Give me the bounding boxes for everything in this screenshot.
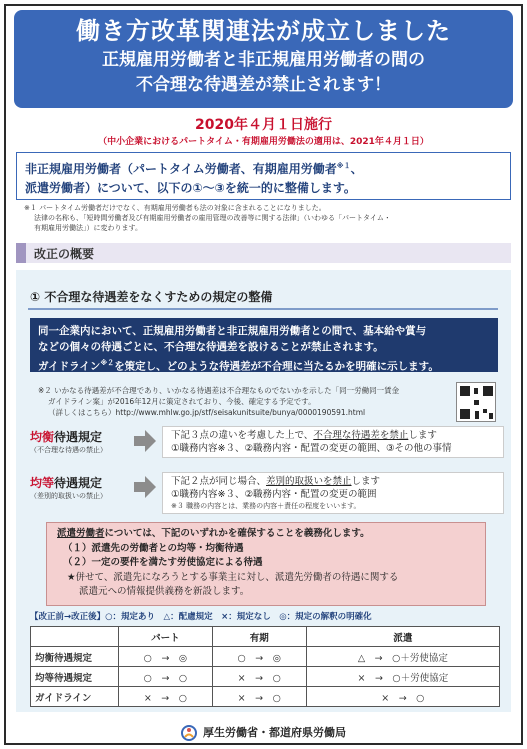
- table-header-cell: [31, 627, 119, 647]
- dispatch-worker-box: 派遣労働者については、下記のいずれかを確保することを義務化します。 （１）派遣先の労働者との均等・均衡待遇 （２）一定の要件を満たす労使協定による待遇 ★併せて、派遣先になろうとする事業主に対し、派遣先労働者の待遇に関する 派遣元への情報提供義務を新設します。: [46, 522, 486, 606]
- mhlw-logo-icon: [181, 725, 197, 741]
- summary-box: 同一企業内において、正規雇用労働者と非正規雇用労働者との間で、基本給や賞与 などの個々の待遇ごとに、不合理な待遇差を設けることが禁止されます。 ガイドライン$^{※2}$を策定し、どのような待遇差が不合理に当たるかを明確に示します。: [30, 318, 498, 372]
- table-cell: × → ○: [119, 687, 213, 707]
- table-row-label: 均衡待遇規定: [31, 647, 119, 667]
- rule-subtitle: （不合理な待遇の禁止）: [30, 446, 107, 454]
- table-row: [31, 687, 500, 707]
- right-arrow-icon: [134, 474, 156, 500]
- table-cell: × → ○＋労使協定: [306, 667, 499, 687]
- qr-code-icon[interactable]: [456, 382, 496, 422]
- table-row: [31, 647, 500, 667]
- footnote-1: ※１ パートタイム労働者だけでなく、有期雇用労働者も法の対象に含まれることになりました。 法律の名称も、「短時間労働者及び有期雇用労働者の雇用管理の改善等に関する法律」（いわゆる「パートタイム・ 有期雇用労働法」）に変わります。: [24, 204, 391, 232]
- lead-box: [16, 152, 511, 200]
- table-header-cell: パート: [119, 627, 213, 647]
- overview-heading-label: 改正の概要: [34, 247, 95, 261]
- section-content: [16, 270, 511, 712]
- rule-description: 下記３点の違いを考慮した上で、不合理な待遇差を禁止します ①職務内容※３、②職務内容・配置の変更の範囲、③その他の事情: [162, 426, 504, 458]
- publisher-footer: [6, 724, 521, 741]
- header-banner: [14, 10, 513, 108]
- table-header-cell: 派遣: [306, 627, 499, 647]
- flyer-frame: [4, 4, 523, 745]
- guideline-link[interactable]: （詳しくはこちら）http://www.mhlw.go.jp/stf/seisakunitsuite/bunya/0000190591.html: [48, 408, 366, 417]
- table-row-label: 均等待遇規定: [31, 667, 119, 687]
- rule-subtitle: （差別的取扱いの禁止）: [30, 492, 107, 500]
- page-title: 働き方改革関連法が成立しました: [76, 17, 451, 45]
- table-header-row: [31, 627, 500, 647]
- rule-name: 均等待遇規定: [30, 476, 103, 490]
- footnote-2: ※２ いかなる待遇差が不合理であり、いかなる待遇差は不合理なものでないかを示した「同一労働同一賃金 ガイドライン案」が2016年12月に策定されており、今後、確定する予定です。 （詳しくはこちら）http://www.mhlw.go.jp/stf/seisakunitsuite/bunya/0000190591.html: [38, 385, 448, 418]
- table-cell: × → ○: [306, 687, 499, 707]
- rule-description: 下記２点が同じ場合、差別的取扱いを禁止します ①職務内容※３、②職務内容・配置の変更の範囲 ※３ 職務の内容とは、業務の内容＋責任の程度をいいます。: [162, 472, 504, 514]
- page-subtitle-line2: 不合理な待遇差が禁止されます！: [136, 75, 391, 95]
- table-cell: ○ → ◎: [212, 647, 306, 667]
- section-title-underline: [28, 308, 498, 310]
- table-row: [31, 667, 500, 687]
- section-title: ① 不合理な待遇差をなくすための規定の整備: [30, 290, 273, 304]
- table-cell: △ → ○＋労使協定: [306, 647, 499, 667]
- effective-date-note: （中小企業におけるパートタイム・有期雇用労働法の適用は、2021年４月１日）: [98, 137, 429, 147]
- comparison-legend: 【改正前→改正後】○：規定あり △：配慮規定 ×：規定なし ◎：規定の解釈の明確化: [30, 612, 372, 622]
- overview-heading: [16, 243, 511, 263]
- effective-date: 2020年４月１日施行: [195, 117, 332, 133]
- table-cell: × → ○: [212, 667, 306, 687]
- table-cell: ○ → ◎: [119, 647, 213, 667]
- comparison-table: [30, 626, 500, 707]
- table-cell: ○ → ○: [119, 667, 213, 687]
- table-cell: × → ○: [212, 687, 306, 707]
- rule-name: 均衡待遇規定: [30, 430, 103, 444]
- right-arrow-icon: [134, 428, 156, 454]
- table-header-cell: 有期: [212, 627, 306, 647]
- lead-line2: 派遣労働者）について、以下の①～③を統一的に整備します。: [25, 181, 356, 195]
- table-row-label: ガイドライン: [31, 687, 119, 707]
- lead-line1: 非正規雇用労働者（パートタイム労働者、有期雇用労働者$^{※1}$、: [25, 162, 363, 176]
- page-subtitle-line1: 正規雇用労働者と非正規雇用労働者の間の: [102, 50, 425, 70]
- overview-heading-mark: [16, 243, 26, 263]
- publisher-name: 厚生労働省・都道府県労働局: [203, 726, 346, 739]
